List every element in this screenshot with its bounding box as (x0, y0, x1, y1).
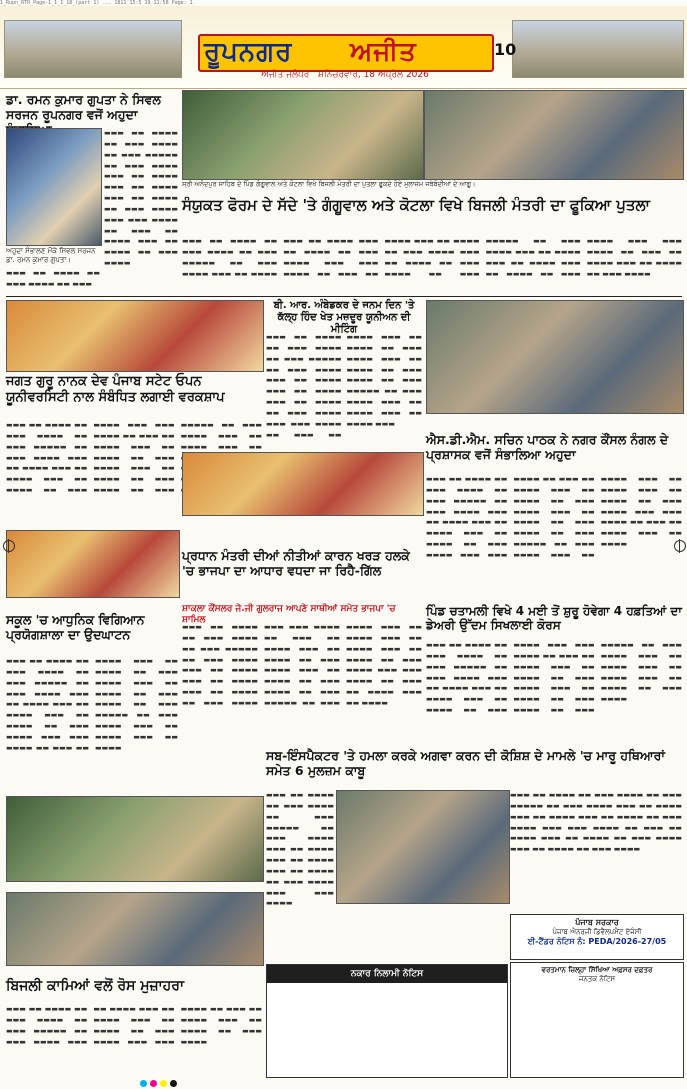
color-dot-cyan (140, 1080, 147, 1087)
ad-tender-subtitle: ਪੰਜਾਬ ਐਨਰਜੀ ਡਿਵੈਲਪਮੈਂਟ ਏਜੰਸੀ (552, 928, 642, 936)
printer-slug: 1_Rupn_RTR_Page-1_1_1_18_(part 1) ... 1811 15:5 19 11:58 Page: 1 (0, 0, 193, 6)
registration-mark-left (3, 540, 15, 552)
ad-tender (510, 914, 684, 960)
photo-arrest (336, 790, 510, 904)
skyline-photo-left (4, 20, 182, 78)
photo-ceremony (6, 796, 264, 882)
subhead-bjp: ਸ਼ਾਕਲਾ ਕੌਂਸਲਰ ਜੇ.ਜੀ ਗੁਲਰਾਜ ਆਪਣੇ ਸਾਥੀਆਂ ਸਮੇਤ ਭਾਜਪਾ 'ਚ ਸ਼ਾਮਿਲ (182, 604, 396, 625)
body-effigy: ▬▬▬ ▬▬ ▬▬▬▬ ▬▬ ▬▬▬ ▬▬▬▬ ▬▬ ▬▬▬ ▬▬▬▬▬ ▬▬ ▬▬▬ ▬▬▬▬ ▬▬▬ ▬▬ ▬▬▬▬ ▬▬▬ ▬▬ ▬▬▬▬ ▬▬▬ ▬▬ ▬▬▬▬ ▬▬ ▬▬▬ ▬▬▬▬ ▬▬▬ ▬▬▬ ▬▬▬▬ ▬▬ ▬▬▬ ▬▬ ▬▬▬▬ ▬▬▬ ▬▬ ▬▬▬▬ ▬▬ ▬▬▬ ▬▬▬▬ ▬▬▬ ▬▬ ▬▬▬▬ ▬▬ ▬▬▬ ▬▬▬▬ ▬▬ ▬▬▬ ▬▬▬▬▬ ▬▬ ▬▬▬ ▬▬▬▬ ▬▬▬ ▬▬ ▬▬▬▬ ▬▬▬ ▬▬ ▬▬▬▬ ▬▬▬ ▬▬ ▬▬▬▬ ▬▬ ▬▬▬ ▬▬▬▬ ▬▬▬ ▬▬▬ ▬▬▬▬ ▬▬ ▬▬▬ ▬▬ ▬▬▬▬ ▬▬▬ ▬▬ ▬▬▬▬ ▬▬ ▬▬▬ ▬▬▬▬ (182, 237, 682, 278)
ad-tender-number: ਈ-ਟੈਂਡਰ ਨੋਟਿਸ ਨੰ: PEDA/2026-27/05 (527, 937, 667, 946)
body-sdm: ▬▬▬ ▬▬ ▬▬▬▬ ▬▬ ▬▬▬ ▬▬▬▬ ▬▬ ▬▬▬ ▬▬▬▬▬ ▬▬ ▬▬▬ ▬▬▬▬ ▬▬▬ ▬▬ ▬▬▬▬ ▬▬▬ ▬▬ ▬▬▬▬ ▬▬▬ ▬▬ ▬▬▬▬ ▬▬ ▬▬▬ ▬▬▬▬ ▬▬▬ ▬▬▬ ▬▬▬▬ ▬▬ ▬▬▬ ▬▬ ▬▬▬▬ ▬▬▬ ▬▬ ▬▬▬▬ ▬▬ ▬▬▬ ▬▬▬▬ ▬▬▬ ▬▬ ▬▬▬▬ ▬▬ ▬▬▬ ▬▬▬▬ ▬▬ ▬▬▬ ▬▬▬▬▬ ▬▬ ▬▬▬ ▬▬▬▬ ▬▬▬ ▬▬ ▬▬▬▬ ▬▬▬ ▬▬ ▬▬▬▬ ▬▬▬ ▬▬ ▬▬▬▬ ▬▬ ▬▬▬ ▬▬▬▬ ▬▬▬ ▬▬▬ ▬▬▬▬ ▬▬ ▬▬▬ ▬▬ ▬▬▬▬ ▬▬▬ ▬▬ ▬▬▬▬ (426, 475, 682, 559)
headline-science-lab: ਸਕੂਲ 'ਚ ਆਧੁਨਿਕ ਵਿਗਿਆਨ ਪ੍ਰਯੋਗਸ਼ਾਲਾ ਦਾ ਉਦਘਾਟਨ (6, 612, 145, 642)
body-arrest: ▬▬▬ ▬▬ ▬▬▬▬ ▬▬ ▬▬▬ ▬▬▬▬ ▬▬ ▬▬▬ ▬▬▬▬▬ ▬▬ ▬▬▬ ▬▬▬▬ ▬▬▬ ▬▬ ▬▬▬▬ ▬▬▬ ▬▬ ▬▬▬▬ ▬▬▬ ▬▬ ▬▬▬▬ ▬▬ ▬▬▬ ▬▬▬▬ ▬▬▬ ▬▬▬ ▬▬▬▬ (266, 791, 334, 908)
photo-school (6, 530, 180, 598)
caption-civil-surgeon: ਅਹੁਦਾ ਸੰਭਾਲਣ ਮੌਕੇ ਸਿਵਲ ਸਰਜਨ ਡਾ. ਰਮਨ ਕੁਮਾਰ ਗੁਪਤਾ। (6, 247, 96, 264)
headline-workshop: ਜਗਤ ਗੁਰੂ ਨਾਨਕ ਦੇਵ ਪੰਜਾਬ ਸਟੇਟ ਓਪਨ ਯੂਨੀਵਰਸਿਟੀ ਨਾਲ ਸੰਬੰਧਿਤ ਲਗਾਈ ਵਰਕਸ਼ਾਪ (6, 374, 225, 405)
headline-effigy: ਸੰਯੁਕਤ ਫੋਰਮ ਦੇ ਸੱਦੇ 'ਤੇ ਗੰਗੂਵਾਲ ਅਤੇ ਕੋਟਲਾ ਵਿਖੇ ਬਿਜਲੀ ਮੰਤਰੀ ਦਾ ਫੂਕਿਆ ਪੁਤਲਾ (182, 196, 650, 214)
divider (6, 296, 682, 297)
registration-mark-right (674, 540, 686, 552)
body-civil-surgeon-2: ▬▬▬ ▬▬ ▬▬▬▬ ▬▬ ▬▬▬ ▬▬▬▬ ▬▬ ▬▬▬ (6, 269, 100, 288)
photo-protest-1 (182, 90, 424, 180)
body-civil-surgeon: ▬▬▬ ▬▬ ▬▬▬▬ ▬▬ ▬▬▬ ▬▬▬▬ ▬▬ ▬▬▬ ▬▬▬▬▬ ▬▬ ▬▬▬ ▬▬▬▬ ▬▬▬ ▬▬ ▬▬▬▬ ▬▬▬ ▬▬ ▬▬▬▬ ▬▬▬ ▬▬ ▬▬▬▬ ▬▬ ▬▬▬ ▬▬▬▬ ▬▬▬ ▬▬▬ ▬▬▬▬ ▬▬ ▬▬▬ ▬▬ ▬▬▬▬ ▬▬▬ ▬▬ ▬▬▬▬ ▬▬ ▬▬▬ ▬▬▬▬ (104, 129, 178, 268)
photo-workshop (6, 300, 264, 372)
photo-protest-2 (424, 90, 684, 180)
ad-auction (266, 964, 508, 1078)
ad-tender-title: ਪੰਜਾਬ ਸਰਕਾਰ (575, 918, 619, 927)
headline-power-protest: ਬਿਜਲੀ ਕਾਮਿਆਂ ਵਲੋਂ ਰੋਸ ਮੁਜ਼ਾਹਰਾ (6, 978, 184, 994)
page-number: 10 (494, 40, 517, 59)
brand-title-left: ਰੂਪਨਗਰ (204, 37, 293, 67)
brand-title-right: ਅਜੀਤ (350, 37, 417, 67)
body-workshop: ▬▬▬ ▬▬ ▬▬▬▬ ▬▬ ▬▬▬ ▬▬▬▬ ▬▬ ▬▬▬ ▬▬▬▬▬ ▬▬ ▬▬▬ ▬▬▬▬ ▬▬▬ ▬▬ ▬▬▬▬ ▬▬▬ ▬▬ ▬▬▬▬ ▬▬▬ ▬▬ ▬▬▬▬ ▬▬ ▬▬▬ ▬▬▬▬ ▬▬▬ ▬▬▬ ▬▬▬▬ ▬▬ ▬▬▬ ▬▬ ▬▬▬▬ ▬▬▬ ▬▬ ▬▬▬▬ ▬▬ ▬▬▬ ▬▬▬▬ ▬▬▬ ▬▬ ▬▬▬▬ ▬▬ ▬▬▬ ▬▬▬▬ ▬▬ ▬▬▬ ▬▬▬▬▬ ▬▬ ▬▬▬ ▬▬▬▬ ▬▬▬ ▬▬ ▬▬▬▬ ▬▬▬ ▬▬ (6, 421, 262, 495)
photo-civil-surgeon (6, 128, 102, 246)
ad-court (510, 962, 684, 1078)
color-dot-yellow (160, 1080, 167, 1087)
edition-label: ਅਜੀਤ ਜਲੰਧਰ (261, 70, 310, 80)
headline-sdm: ਐਸ.ਡੀ.ਐਮ. ਸਚਿਨ ਪਾਠਕ ਨੇ ਨਗਰ ਕੌਂਸਲ ਨੰਗਲ ਦੇ ਪ੍ਰਸ਼ਾਸਕ ਵਜੋਂ ਸੰਭਾਲਿਆ ਅਹੁਦਾ (426, 432, 669, 462)
ad-auction-header: ਨਕਾਰ ਨਿਲਾਮੀ ਨੋਟਿਸ (267, 965, 507, 983)
caption-protest: ਸ੍ਰੀ ਅਨੰਦਪੁਰ ਸਾਹਿਬ ਦੇ ਪਿੰਡ ਗੰਗੂਵਾਲ ਅਤੇ ਕੋਟਲਾ ਵਿਖੇ ਬਿਜਲੀ ਮੰਤਰੀ ਦਾ ਪੁਤਲਾ ਫੂਕਦੇ ਹੋਏ ਮੁਲਾਜ਼ਮ ਜਥੇਬੰਦੀਆਂ ਦੇ ਆਗੂ। (182, 180, 476, 188)
ad-court-line: ਜਨਤਕ ਨੋਟਿਸ (578, 975, 616, 983)
body-arrest-2: ▬▬▬ ▬▬ ▬▬▬▬ ▬▬ ▬▬▬ ▬▬▬▬ ▬▬ ▬▬▬ ▬▬▬▬▬ ▬▬ ▬▬▬ ▬▬▬▬ ▬▬▬ ▬▬ ▬▬▬▬ ▬▬▬ ▬▬ ▬▬▬▬ ▬▬▬ ▬▬ ▬▬▬▬ ▬▬ ▬▬▬ ▬▬▬▬ ▬▬▬ ▬▬▬ ▬▬▬▬ ▬▬ ▬▬▬ ▬▬ ▬▬▬▬ ▬▬▬ ▬▬ ▬▬▬▬ ▬▬ ▬▬▬ ▬▬▬▬ ▬▬▬ ▬▬ ▬▬▬▬ ▬▬ ▬▬▬ ▬▬▬▬ (510, 791, 682, 854)
body-dairy: ▬▬▬ ▬▬ ▬▬▬▬ ▬▬ ▬▬▬ ▬▬▬▬ ▬▬ ▬▬▬ ▬▬▬▬▬ ▬▬ ▬▬▬ ▬▬▬▬ ▬▬▬ ▬▬ ▬▬▬▬ ▬▬▬ ▬▬ ▬▬▬▬ ▬▬▬ ▬▬ ▬▬▬▬ ▬▬ ▬▬▬ ▬▬▬▬ ▬▬▬ ▬▬▬ ▬▬▬▬ ▬▬ ▬▬▬ ▬▬ ▬▬▬▬ ▬▬▬ ▬▬ ▬▬▬▬ ▬▬ ▬▬▬ ▬▬▬▬ ▬▬▬ ▬▬ ▬▬▬▬ ▬▬ ▬▬▬ ▬▬▬▬ ▬▬ ▬▬▬ ▬▬▬▬▬ ▬▬ ▬▬▬ ▬▬▬▬ ▬▬▬ ▬▬ ▬▬▬▬ ▬▬▬ ▬▬ ▬▬▬▬ ▬▬▬ ▬▬ ▬▬▬▬ ▬▬ ▬▬▬ ▬▬▬▬ (426, 641, 682, 715)
body-bjp: ▬▬▬ ▬▬ ▬▬▬▬ ▬▬ ▬▬▬ ▬▬▬▬ ▬▬ ▬▬▬ ▬▬▬▬▬ ▬▬ ▬▬▬ ▬▬▬▬ ▬▬▬ ▬▬ ▬▬▬▬ ▬▬▬ ▬▬ ▬▬▬▬ ▬▬▬ ▬▬ ▬▬▬▬ ▬▬ ▬▬▬ ▬▬▬▬ ▬▬▬ ▬▬▬ ▬▬▬▬ ▬▬ ▬▬▬ ▬▬ ▬▬▬▬ ▬▬▬ ▬▬ ▬▬▬▬ ▬▬ ▬▬▬ ▬▬▬▬ ▬▬▬ ▬▬ ▬▬▬▬ ▬▬ ▬▬▬ ▬▬▬▬ ▬▬ ▬▬▬ ▬▬▬▬▬ ▬▬ ▬▬▬ ▬▬▬▬ ▬▬▬ ▬▬ ▬▬▬▬ ▬▬▬ ▬▬ ▬▬▬▬ ▬▬▬ ▬▬ ▬▬▬▬ ▬▬ ▬▬▬ ▬▬▬▬ ▬▬▬ ▬▬▬ ▬▬▬▬ ▬▬ ▬▬▬ ▬▬ ▬▬▬▬ ▬▬▬ ▬▬ ▬▬▬▬ (182, 623, 422, 707)
date-text: ਸ਼ਨਿੱਚਰਵਾਰ, 18 ਅਪ੍ਰੈਲ 2026 (317, 70, 429, 80)
headline-ambedkar: ਬੀ. ਆਰ. ਅੰਬੇਡਕਰ ਦੇ ਜਨਮ ਦਿਨ 'ਤੇ ਕੱਲ੍ਹ ਹਿੰਦ ਖੇਤ ਮਜ਼ਦੂਰ ਯੂਨੀਅਨ ਦੀ ਮੀਟਿੰਗ (273, 300, 415, 335)
ad-court-title: ਵਰਤਮਾਨ ਜ਼ਿਲ੍ਹਾ ਸਿੱਖਿਆ ਅਫ਼ਸਰ ਦਫ਼ਤਰ (541, 966, 653, 974)
photo-bjp (182, 452, 424, 516)
color-dot-black (170, 1080, 177, 1087)
headline-dairy: ਪਿੰਡ ਚਤਾਮਲੀ ਵਿਖੇ 4 ਮਈ ਤੋਂ ਸ਼ੁਰੂ ਹੋਵੇਗਾ 4 ਹਫ਼ਤਿਆਂ ਦਾ ਡੇਅਰੀ ਉੱਦਮ ਸਿਖਲਾਈ ਕੋਰਸ (426, 604, 682, 633)
color-dot-magenta (150, 1080, 157, 1087)
photo-power-workers (6, 892, 264, 966)
headline-bjp: ਪ੍ਰਧਾਨ ਮੰਤਰੀ ਦੀਆਂ ਨੀਤੀਆਂ ਕਾਰਨ ਖਰੜ ਹਲਕੇ 'ਚ ਭਾਜਪਾ ਦਾ ਆਧਾਰ ਵਧਦਾ ਜਾ ਰਿਹੈ-ਗਿੱਲ (182, 548, 410, 578)
skyline-photo-right (512, 20, 684, 78)
body-ambedkar: ▬▬▬ ▬▬ ▬▬▬▬ ▬▬ ▬▬▬ ▬▬▬▬ ▬▬ ▬▬▬ ▬▬▬▬▬ ▬▬ ▬▬▬ ▬▬▬▬ ▬▬▬ ▬▬ ▬▬▬▬ ▬▬▬ ▬▬ ▬▬▬▬ ▬▬▬ ▬▬ ▬▬▬▬ ▬▬ ▬▬▬ ▬▬▬▬ ▬▬▬ ▬▬▬ ▬▬▬▬ ▬▬ ▬▬▬ ▬▬ ▬▬▬▬ ▬▬▬ ▬▬ ▬▬▬▬ ▬▬ ▬▬▬ ▬▬▬▬ ▬▬▬ ▬▬ ▬▬▬▬ ▬▬ ▬▬▬ ▬▬▬▬ ▬▬ ▬▬▬ ▬▬▬▬▬ ▬▬ ▬▬▬ ▬▬▬▬ ▬▬▬ ▬▬ ▬▬▬▬ ▬▬▬ ▬▬ ▬▬▬▬ ▬▬▬ (266, 333, 422, 439)
photo-sdm (426, 300, 684, 414)
headline-civil-surgeon: ਡਾ. ਰਮਨ ਕੁਮਾਰ ਗੁਪਤਾ ਨੇ ਸਿਵਲ ਸਰਜਨ ਰੂਪਨਗਰ ਵਜੋਂ ਅਹੁਦਾ (6, 92, 161, 122)
headline-arrest: ਸਬ-ਇੰਸਪੈਕਟਰ 'ਤੇ ਹਮਲਾ ਕਰਕੇ ਅਗਵਾ ਕਰਨ ਦੀ ਕੋਸ਼ਿਸ਼ ਦੇ ਮਾਮਲੇ 'ਚ ਮਾਰੂ ਹਥਿਆਰਾਂ ਸਮੇਤ 6 ਮੁਲਜ਼ਮ ਕਾਬੂ (266, 748, 665, 778)
dateline (195, 70, 495, 80)
body-science-lab: ▬▬▬ ▬▬ ▬▬▬▬ ▬▬ ▬▬▬ ▬▬▬▬ ▬▬ ▬▬▬ ▬▬▬▬▬ ▬▬ ▬▬▬ ▬▬▬▬ ▬▬▬ ▬▬ ▬▬▬▬ ▬▬▬ ▬▬ ▬▬▬▬ ▬▬▬ ▬▬ ▬▬▬▬ ▬▬ ▬▬▬ ▬▬▬▬ ▬▬▬ ▬▬▬ ▬▬▬▬ ▬▬ ▬▬▬ ▬▬ ▬▬▬▬ ▬▬▬ ▬▬ ▬▬▬▬ ▬▬ ▬▬▬ ▬▬▬▬ ▬▬▬ ▬▬ ▬▬▬▬ ▬▬ ▬▬▬ ▬▬▬▬ ▬▬ ▬▬▬ ▬▬▬▬▬ ▬▬ ▬▬▬ ▬▬▬▬ ▬▬▬ ▬▬ ▬▬▬▬ ▬▬▬ ▬▬ ▬▬▬▬ (6, 657, 178, 752)
body-power-protest: ▬▬▬ ▬▬ ▬▬▬▬ ▬▬ ▬▬▬ ▬▬▬▬ ▬▬ ▬▬▬ ▬▬▬▬▬ ▬▬ ▬▬▬ ▬▬▬▬ ▬▬▬ ▬▬ ▬▬▬▬ ▬▬▬ ▬▬ ▬▬▬▬ ▬▬▬ ▬▬ ▬▬▬▬ ▬▬ ▬▬▬ ▬▬▬▬ ▬▬▬ ▬▬▬ ▬▬▬▬ ▬▬ ▬▬▬ ▬▬ ▬▬▬▬ ▬▬▬ ▬▬ ▬▬▬▬ ▬▬ ▬▬▬ ▬▬▬▬ (6, 1005, 262, 1046)
